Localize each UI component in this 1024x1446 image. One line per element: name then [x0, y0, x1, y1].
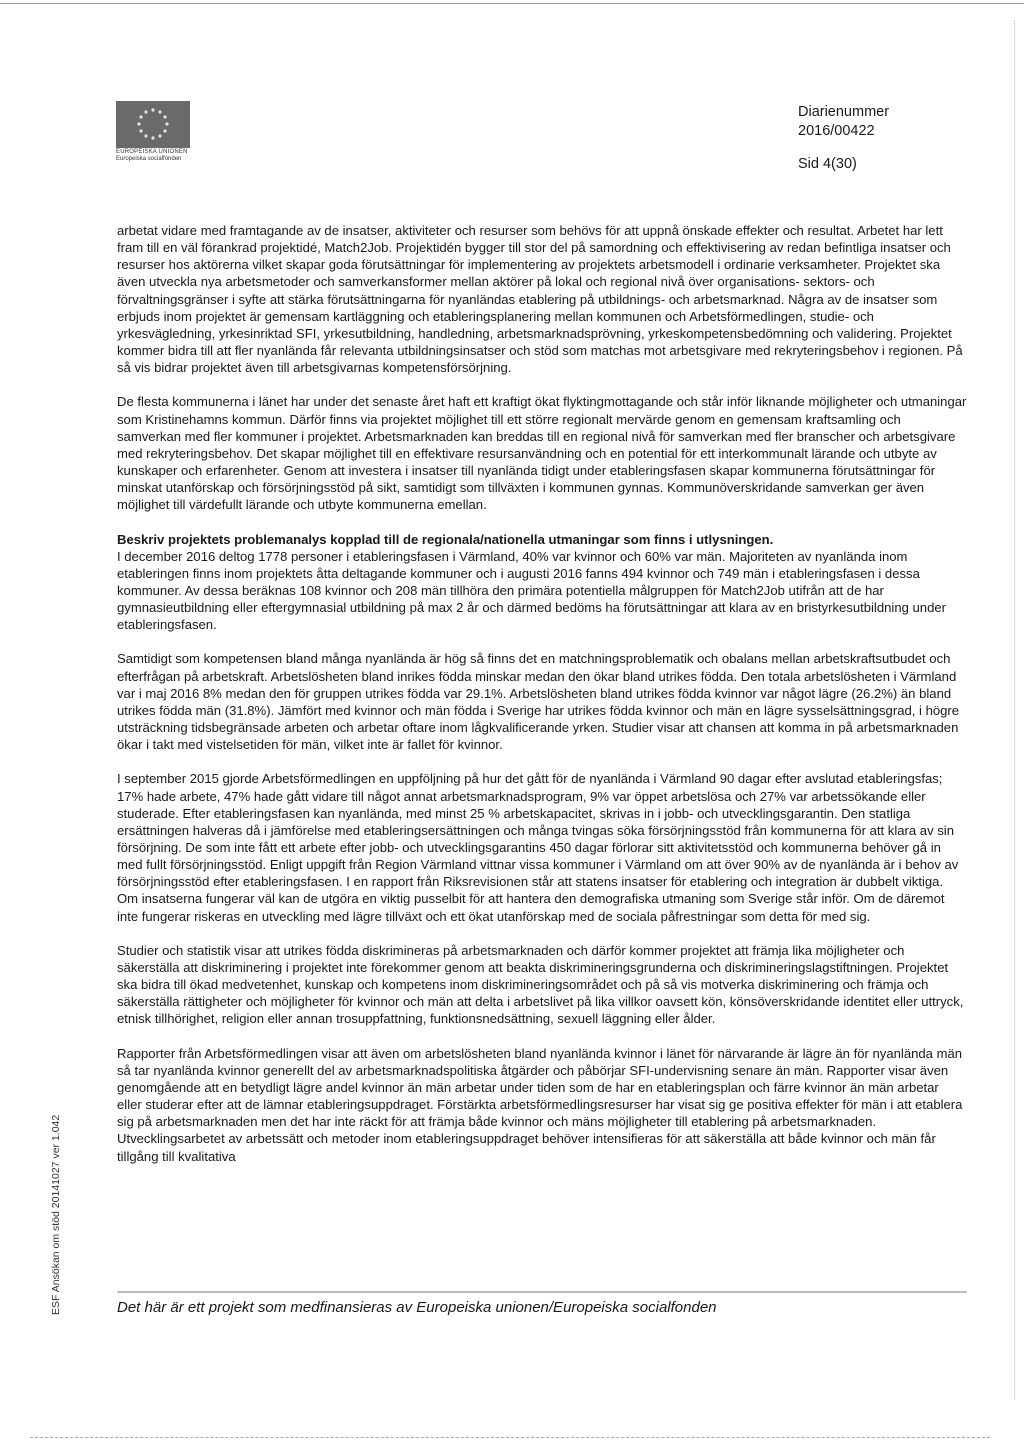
- paragraph-6: Studier och statistik visar att utrikes födda diskrimineras på arbetsmarknaden och därför kommer projektet att främja lika möjligheter och säkerställa att diskriminering i projektet inte förekommer genom att beakta diskrimineringsgrunderna och diskrimineringslagstiftningen. Projektet ska bidra till ökad medvetenhet, kunskap och kompetens inom diskrimineringsområdet och på så vis motverka diskriminering och främja och säkerställa rättigheter och möjligheter för kvinnor och män att delta i arbetslivet på lika villkor oavsett kön, könsöverskridande identitet eller uttryck, etnisk tillhörighet, religion eller annan trosuppfattning, funktionsnedsättning, sexuell läggning eller ålder.: [117, 942, 964, 1027]
- paragraph-3: I december 2016 deltog 1778 personer i etableringsfasen i Värmland, 40% var kvinnor och 60% var män. Majoriteten av nyanlända inom etableringen finns inom projektets åtta deltagande kommuner och i augusti 2016 fanns 494 kvinnor och 749 män i etableringsfasen i dessa kommuner. Av dessa beräknas 108 kvinnor och 208 män tillhöra den primära potentiella målgruppen för Match2Job utifrån att de har gymnasieutbildning eller eftergymnasial utbildning på max 2 år och därmed bedöms ha förutsättningar att klara av en bristyrkesutbildning under etableringsfasen.: [117, 548, 947, 633]
- diarienummer-block: [798, 103, 889, 141]
- diarienummer-label: Diarienummer: [798, 104, 890, 120]
- document-body: [117, 222, 967, 1165]
- top-scan-rule: [0, 3, 1024, 4]
- footer-divider: [117, 1291, 967, 1293]
- footer-funding-note: Det här är ett projekt som medfinansieras av Europeiska unionen/Europeiska socialfonden: [117, 1299, 717, 1316]
- paragraph-7: Rapporter från Arbetsförmedlingen visar att även om arbetslösheten bland nyanlända kvinnor i länet för närvarande är lägre än för nyanlända män så tar nyanlända kvinnor generellt del av arbetsmarknadspolitiska åtgärder och påbörjar SFI-undervisning senare än män. Rapporter visar även genomgående att en betydligt lägre andel kvinnor än män arbetar under tiden som de har en etableringsplan och färre kvinnor än män arbetar eller studerar efter att de lämnar etableringsuppdraget. Förstärkta arbetsförmedlingsresurser har visat sig ge positiva effekter för män i att etablera sig på arbetsmarknaden men det har inte räckt för att främja både kvinnor och mäns möjligheter till etablering på arbetsmarknaden. Utvecklingsarbetet av arbetssätt och metoder inom etableringsuppdraget behöver intensifieras för att säkerställa att både kvinnor och män får tillgång till kvalitativa: [117, 1045, 963, 1164]
- page-number: Sid 4(30): [798, 156, 857, 172]
- paragraph-5: I september 2015 gjorde Arbetsförmedlingen en uppföljning på hur det gått för de nyanlända i Värmland 90 dagar efter avslutad etableringsfas; 17% hade arbete, 47% hade gått vidare till något annat arbetsmarknadsprogram, 9% var öppet arbetslösa och 27% var arbetssökande eller studerade. Efter etableringsfasen kan nyanlända, med minst 25 % arbetskapacitet, skrivas in i jobb- och utvecklingsgarantin. Den statliga ersättningen halveras då i jämförelse med etableringsersättningen och många tvingas söka försörjningsstöd från kommunerna för att klara av sin försörjning. De som inte fått ett arbete efter jobb- och utvecklingsgarantins 450 dagar förlorar sitt aktivitetsstöd och kommunerna behöver gå in med fullt försörjningsstöd. Enligt uppgift från Region Värmland vittnar vissa kommuner i Värmland om att över 90% av de nyanlända är i behov av försörjningsstöd efter etableringsfasen. I en rapport från Riksrevisionen står att statens insatser för etablering och integration är dubbelt viktiga. Om insatserna fungerar väl kan de utgöra en viktig pusselbit för att hantera den demografiska utmaning som Sverige står inför. Om de däremot inte fungerar riskeras en utveckling med lägre tillväxt och ett ökat utanförskap med de sociala påfrestningar som detta för med sig.: [117, 771, 959, 924]
- paragraph-1: arbetat vidare med framtagande av de insatser, aktiviteter och resurser som behövs för att uppnå önskade effekter och resultat. Arbetet har lett fram till en väl förankrad projektidé, Match2Job. Projektidén bygger till stor del på samordning och effektivisering av redan befintliga insatser och resurser hos aktörerna vilket skapar goda förutsättningar för implementering av projektets arbetsmodell i ordinarie verksamheter. Projektet ska även utveckla nya arbetsmetoder och samverkansformer mellan aktörer på lokal och regional nivå över organisations- sektors- och förvaltningsgränser i syfte att stärka förutsättningarna för nyanländas etablering på utbildnings- och arbetsmarknad. Några av de insatser som erbjuds inom projektet är gemensam kartläggning och etableringsplanering mellan kommunen och Arbetsförmedlingen, studie- och yrkesvägledning, yrkesinriktad SFI, yrkesutbildning, handledning, arbetsmarknadsprövning, yrkeskompetensbedömning och validering. Projektet kommer bidra till att fler nyanlända får relevanta utbildningsinsatser och stöd som matchas mot arbetsgivare med rekryteringsbehov i regionen. På så vis bidrar projektet även till arbetsgivarnas kompetensförsörjning.: [117, 223, 963, 376]
- eu-flag-icon: [116, 101, 190, 148]
- diarienummer-value: 2016/00422: [798, 123, 875, 139]
- section-heading: Beskriv projektets problemanalys kopplad till de regionala/nationella utmaningar som finns i utlysningen.: [117, 531, 774, 547]
- form-version-label: ESF Ansökan om stöd 20141027 ver 1.042: [50, 1114, 62, 1315]
- scan-edge: [1014, 20, 1015, 1400]
- paragraph-2: De flesta kommunerna i länet har under det senaste året haft ett kraftigt ökat flyktingmottagande och står inför liknande möjligheter och utmaningar som Kristinehamns kommun. Därför finns via projektet möjlighet till ett större regionalt mervärde genom en gemensam kraftsamling och samverkan med fler kommuner i projektet. Arbetsmarknaden kan breddas till en regional nivå för samverkan med fler branscher och arbetsgivare med rekryteringsbehov. Det skapar möjlighet till en effektivare resursanvändning och en potential för ett interkommunalt lärande och utbyte av kunskaper och erfarenheter. Genom att investera i insatser till nyanlända tidigt under etableringsfasen skapar kommunerna förutsättningar för minskat utanförskap och försörjningsstöd på sikt, samtidigt som tillväxten i kommunen gynnas. Kommunöverskridande samverkan ger även möjlighet till värdefullt lärande och utbyte kommunerna emellan.: [117, 394, 967, 513]
- eu-logo: [116, 101, 196, 163]
- logo-text-eu: EUROPEISKA UNIONEN: [116, 149, 188, 155]
- paragraph-4: Samtidigt som kompetensen bland många nyanlända är hög så finns det en matchningsproblematik och obalans mellan arbetskraftsutbudet och efterfrågan på arbetskraft. Arbetslösheten bland inrikes födda minskar medan den ökar bland utrikes födda. Den totala arbetslösheten i Värmland var i maj 2016 8% medan den för gruppen utrikes födda var 29.1%. Arbetslösheten bland utrikes födda kvinnor var något lägre (26.2%) än bland utrikes födda män (31.8%). Jämfört med kvinnor och män födda i Sverige har utrikes födda kvinnor och män en lägre sysselsättningsgrad, i högre utsträckning tidsbegränsade arbeten och arbetar oftare inom lågkvalificerande yrken. Studier visar att chansen att komma in på arbetsmarknaden ökar i takt med vistelsetiden för män, vilket inte är fallet för kvinnor.: [117, 651, 960, 753]
- bottom-scan-rule: [30, 1437, 990, 1438]
- logo-text-esf: Europeiska socialfonden: [116, 156, 182, 162]
